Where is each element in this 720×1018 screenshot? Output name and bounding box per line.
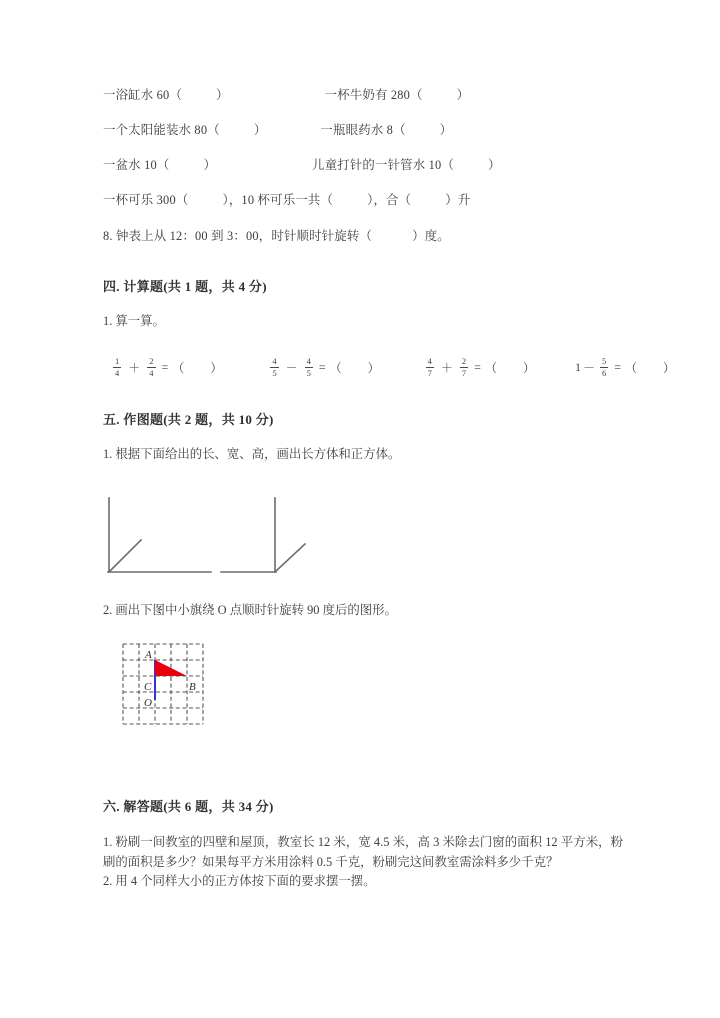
fraction-denominator: 4: [149, 367, 154, 378]
fraction-4-5-a: [270, 357, 278, 377]
expression-3: [424, 357, 535, 377]
corner-axes-figure: [103, 490, 423, 582]
label-A: A: [145, 649, 152, 661]
whole-number-one: 1: [574, 359, 581, 374]
fraction-numerator: 4: [427, 356, 432, 366]
cola-part2: ，10 杯可乐一共（: [228, 193, 334, 207]
paren-close: ）: [522, 360, 535, 375]
operator-plus: ＋: [128, 360, 141, 375]
fraction-2-7: [460, 357, 468, 377]
cola-close1: ）: [222, 193, 229, 207]
question-6-2: 2. 用 4 个同样大小的正方体按下面的要求摆一摆。: [103, 874, 376, 888]
fill-line-basin-right-close: ）: [488, 158, 501, 172]
expression-4: [575, 357, 675, 377]
fraction-denominator: 6: [602, 367, 607, 378]
fill-line-solar-heater-right: 一瓶眼药水 8（: [320, 123, 406, 137]
fraction-2-4: [147, 357, 155, 377]
fraction-denominator: 4: [115, 367, 120, 378]
label-C: C: [144, 681, 152, 693]
fraction-denominator: 7: [427, 367, 432, 378]
question-8-tail: ）度。: [412, 229, 450, 243]
paren-close: ）: [210, 360, 223, 375]
fill-line-bathtub-left: 一浴缸水 60（: [103, 88, 183, 102]
label-B: B: [189, 681, 196, 693]
axes-left-shape: [108, 498, 211, 572]
axis-diagonal: [275, 544, 305, 572]
fill-line-basin-left: 一盆水 10（: [103, 158, 170, 172]
axes-right-shape: [221, 498, 305, 572]
equals-sign: =: [614, 359, 622, 374]
expression-1: [111, 357, 222, 377]
paren-close: ）: [367, 360, 380, 375]
fraction-numerator: 4: [272, 356, 277, 366]
fill-line-solar-heater-left: 一个太阳能装水 80（: [103, 123, 220, 137]
worksheet-content: [103, 78, 676, 892]
operator-minus: －: [582, 360, 595, 375]
expression-2: [268, 357, 379, 377]
answer-parenthesis[interactable]: [330, 359, 380, 376]
answer-parenthesis[interactable]: [172, 359, 222, 376]
question-5-1: 1. 根据下面给出的长、宽、高，画出长方体和正方体。: [103, 447, 401, 461]
equals-sign: =: [318, 359, 326, 374]
section-heading-five: 五. 作图题(共 2 题，共 10 分): [103, 412, 274, 427]
flag-grid-figure: [115, 638, 225, 734]
fill-line-solar-heater-left-close: ）: [253, 123, 267, 137]
question-8: [103, 218, 623, 254]
fill-line-basin: [103, 148, 623, 183]
flag-banner-icon: [155, 660, 187, 676]
question-6-1: 1. 粉刷一间教室的四壁和屋顶，教室长 12 米，宽 4.5 米，高 3 米除去门窗的面积 12 平方米，粉刷的面积是多少？如果每平方米用涂料 0.5 千克，粉刷完这间教室需涂料多少千克？: [103, 835, 623, 869]
calculation-expressions-row: [103, 356, 676, 378]
fraction-numerator: 1: [115, 356, 120, 366]
flag-grid-svg: [115, 638, 211, 730]
cola-part3: ，合（: [373, 193, 412, 207]
spacer: [103, 734, 623, 774]
cola-close2: ）: [367, 193, 374, 207]
fill-line-solar-heater-right-close: ）: [439, 123, 453, 137]
equals-sign: =: [161, 359, 169, 374]
fraction-numerator: 2: [149, 356, 154, 366]
corner-axes-svg: [103, 490, 423, 582]
operator-minus: －: [285, 360, 298, 375]
question-5-2: 2. 画出下图中小旗绕 O 点顺时针旋转 90 度后的图形。: [103, 603, 397, 617]
fill-line-cola: [103, 183, 623, 218]
fraction-numerator: 2: [461, 356, 467, 366]
fraction-denominator: 5: [272, 367, 277, 378]
fill-line-basin-left-close: ）: [203, 158, 217, 172]
operator-plus: ＋: [440, 360, 453, 375]
paren-close: ）: [663, 360, 676, 375]
equals-sign: =: [474, 359, 481, 374]
section-heading-four: 四. 计算题(共 1 题，共 4 分): [103, 279, 267, 294]
fraction-denominator: 7: [461, 367, 467, 378]
fraction-1-4: [113, 357, 121, 377]
fraction-4-5-b: [305, 357, 313, 377]
fill-line-bathtub: [103, 78, 623, 113]
paren-open: （: [172, 360, 185, 375]
fill-line-bathtub-left-close: ）: [216, 88, 229, 102]
section-heading-six: 六. 解答题(共 6 题，共 34 分): [103, 799, 274, 814]
axis-diagonal: [109, 540, 141, 572]
question-4-1: 1. 算一算。: [103, 314, 165, 328]
fraction-4-7: [426, 357, 434, 377]
paren-open: （: [329, 360, 342, 375]
paren-open: （: [625, 360, 638, 375]
cola-part1: 一杯可乐 300（: [103, 193, 189, 207]
fraction-denominator: 5: [306, 367, 311, 378]
label-O: O: [144, 697, 152, 709]
fill-line-solar-heater: [103, 113, 623, 148]
cola-close3: ）升: [445, 193, 471, 207]
answer-parenthesis[interactable]: [625, 359, 675, 376]
fraction-numerator: 5: [602, 356, 607, 366]
fraction-numerator: 4: [306, 356, 311, 366]
question-8-text: 8. 钟表上从 12：00 到 3：00，时针顺时针旋转（: [103, 229, 373, 243]
fill-line-bathtub-right: 一杯牛奶有 280（: [324, 88, 423, 102]
fraction-5-6: [600, 357, 608, 377]
paren-open: （: [484, 360, 497, 375]
fill-line-basin-right: 儿童打针的一针管水 10（: [312, 158, 455, 172]
answer-parenthesis[interactable]: [485, 359, 535, 376]
fill-line-bathtub-right-close: ）: [456, 88, 470, 102]
